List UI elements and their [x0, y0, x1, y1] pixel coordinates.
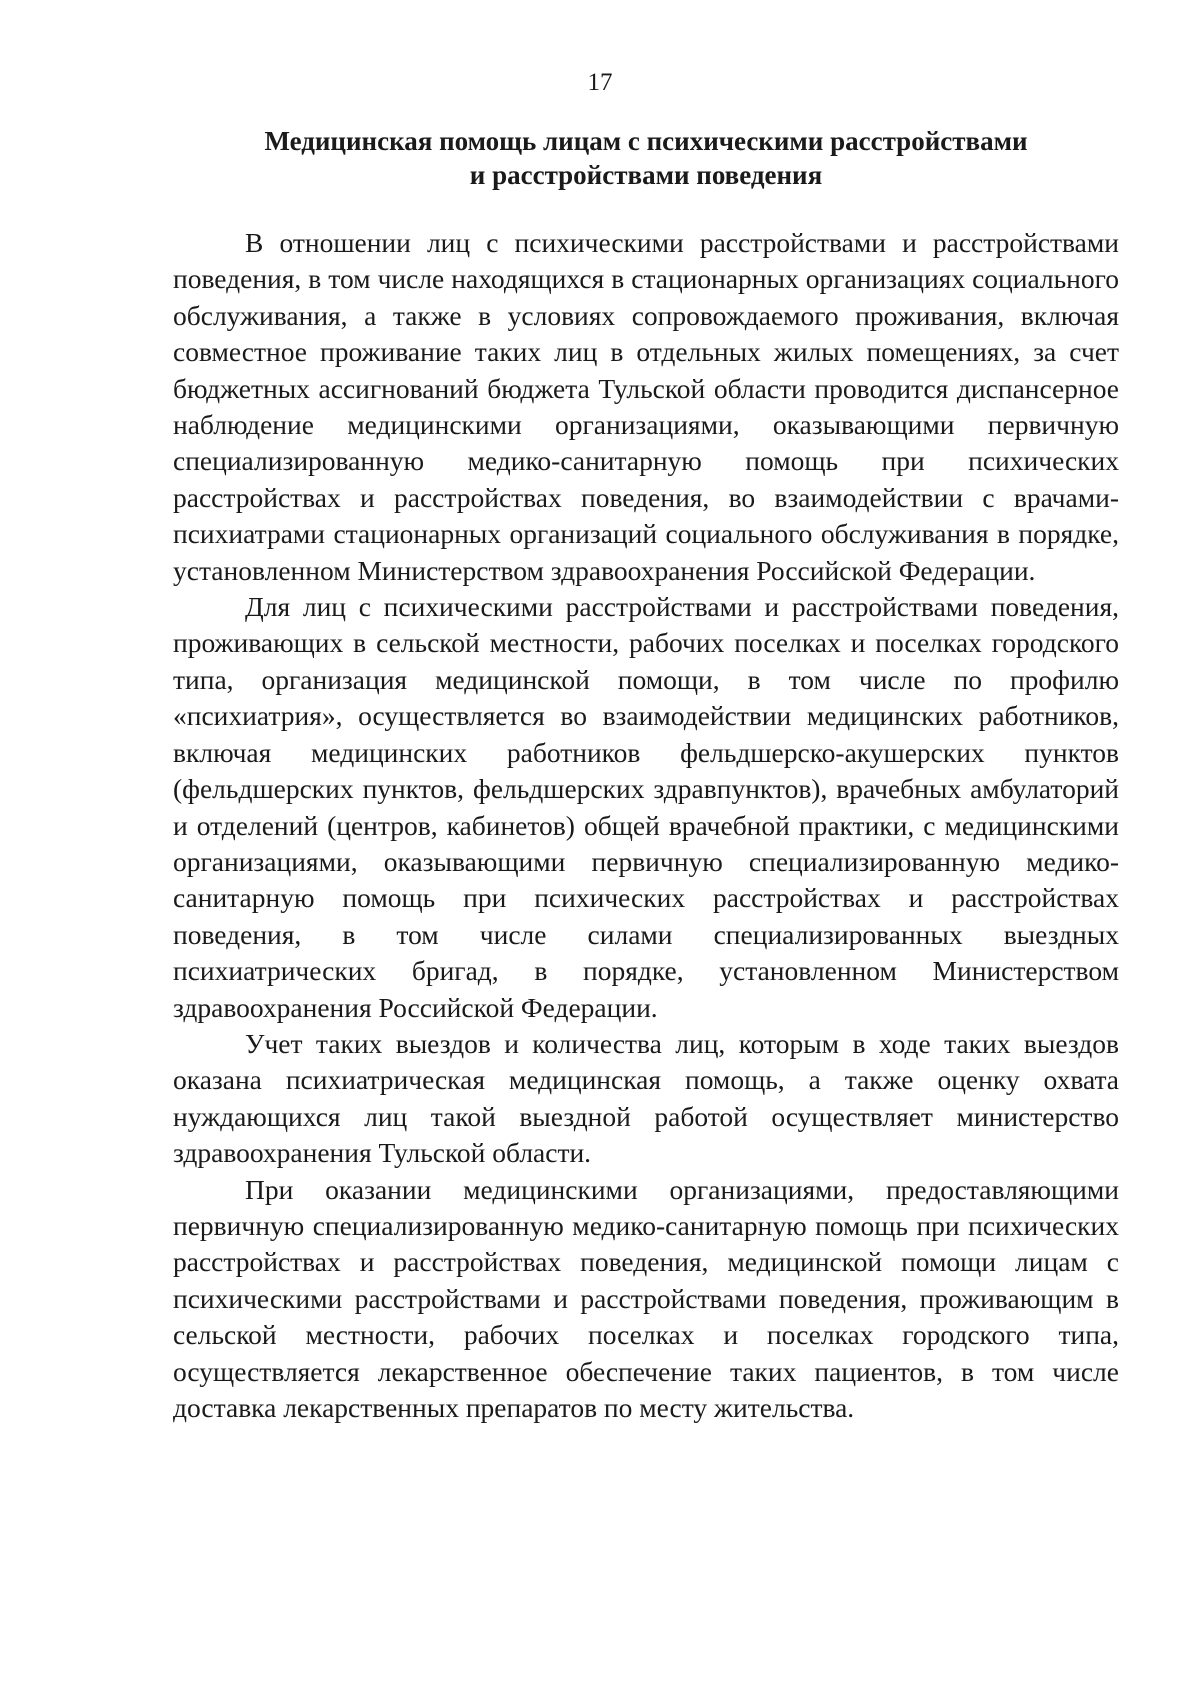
paragraph-2: Для лиц с психическими расстройствами и расстройствами поведения, проживающих в сельской местности, рабочих поселках и поселках городского типа, организация медицинской помощи, в том числе по профилю «психиатрия», осуществляется во взаимодействии медицинских работников, включая медицинских работников фельдшерско-акушерских пунктов (фельдшерских пунктов, фельдшерских здравпунктов), врачебных амбулаторий и отделений (центров, кабинетов) общей врачебной практики, с медицинскими организациями, оказывающими первичную специализированную медико-санитарную помощь при психических расстройствах и расстройствах поведения, в том числе силами специализированных выездных психиатрических бригад, в порядке, установленном Министерством здравоохранения Российской Федерации.	[173, 591, 1119, 1023]
page-number: 17	[587, 69, 613, 96]
body-text	[173, 225, 1119, 1426]
paragraph-3: Учет таких выездов и количества лиц, которым в ходе таких выездов оказана психиатрическая медицинская помощь, а также оценку охвата нуждающихся лиц такой выездной работой осуществляет министерство здравоохранения Тульской области.	[173, 1027, 1119, 1169]
section-title	[173, 124, 1119, 192]
section-title-line-2: и расстройствами поведения	[469, 160, 823, 190]
section-title-line-1: Медицинская помощь лицам с психическими расстройствами	[264, 126, 1028, 156]
paragraph-4: При оказании медицинскими организациями, предоставляющими первичную специализированную медико-санитарную помощь при психических расстройствах и расстройствах поведения, медицинской помощи лицам с психическими расстройствами и расстройствами поведения, проживающим в сельской местности, рабочих поселках и поселках городского типа, осуществляется лекарственное обеспечение таких пациентов, в том числе доставка лекарственных препаратов по месту жительства.	[173, 1173, 1119, 1423]
paragraph-1: В отношении лиц с психическими расстройствами и расстройствами поведения, в том числе находящихся в стационарных организациях социального обслуживания, а также в условиях сопровождаемого проживания, включая совместное проживание таких лиц в отдельных жилых помещениях, за счет бюджетных ассигнований бюджета Тульской области проводится диспансерное наблюдение медицинскими организациями, оказывающими первичную специализированную медико-санитарную помощь при психических расстройствах и расстройствах поведения, во взаимодействии с врачами-психиатрами стационарных организаций социального обслуживания в порядке, установленном Министерством здравоохранения Российской Федерации.	[173, 227, 1119, 586]
